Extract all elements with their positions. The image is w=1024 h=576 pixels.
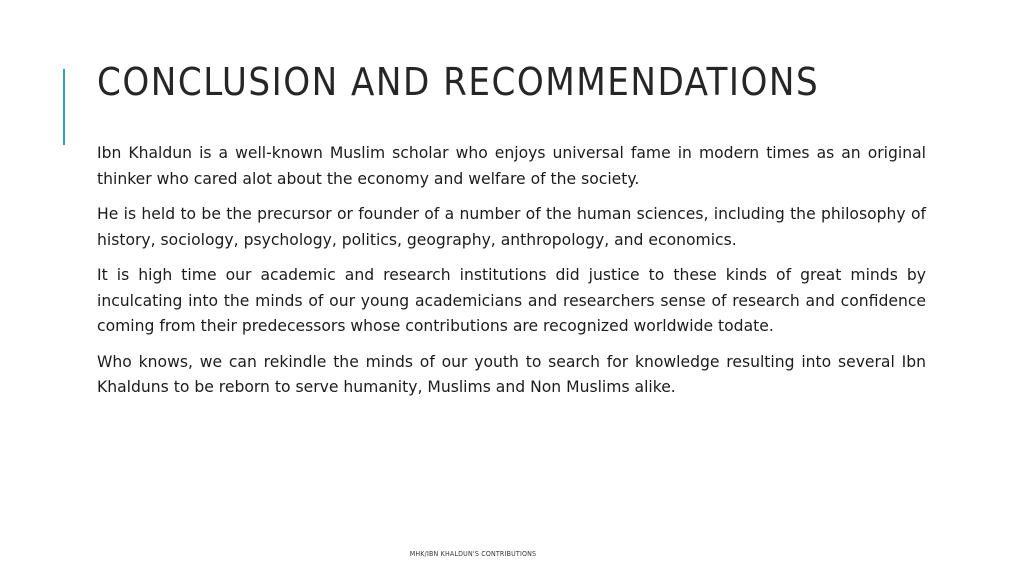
- slide-title: CONCLUSION AND RECOMMENDATIONS: [97, 60, 820, 104]
- body-paragraph-3: It is high time our academic and research institutions did justice to these kinds of great minds by inculcating into the minds of our young academicians and researchers sense of research and confidence coming from their predecessors whose contributions are recognized worldwide todate.: [97, 266, 926, 335]
- body-paragraph-1: Ibn Khaldun is a well-known Muslim scholar who enjoys universal fame in modern times as an original thinker who cared alot about the economy and welfare of the society.: [97, 144, 926, 188]
- slide-footer: MHK/IBN KHALDUN'S CONTRIBUTIONS: [409, 550, 537, 558]
- body-paragraph-4: Who knows, we can rekindle the minds of our youth to search for knowledge resulting into several Ibn Khalduns to be reborn to serve humanity, Muslims and Non Muslims alike.: [97, 352, 926, 396]
- body-paragraph-2: He is held to be the precursor or founder of a number of the human sciences, including the philosophy of history, sociology, psychology, politics, geography, anthropology, and economics.: [97, 205, 926, 249]
- slide-body: [97, 141, 926, 411]
- title-accent-bar: [63, 69, 65, 145]
